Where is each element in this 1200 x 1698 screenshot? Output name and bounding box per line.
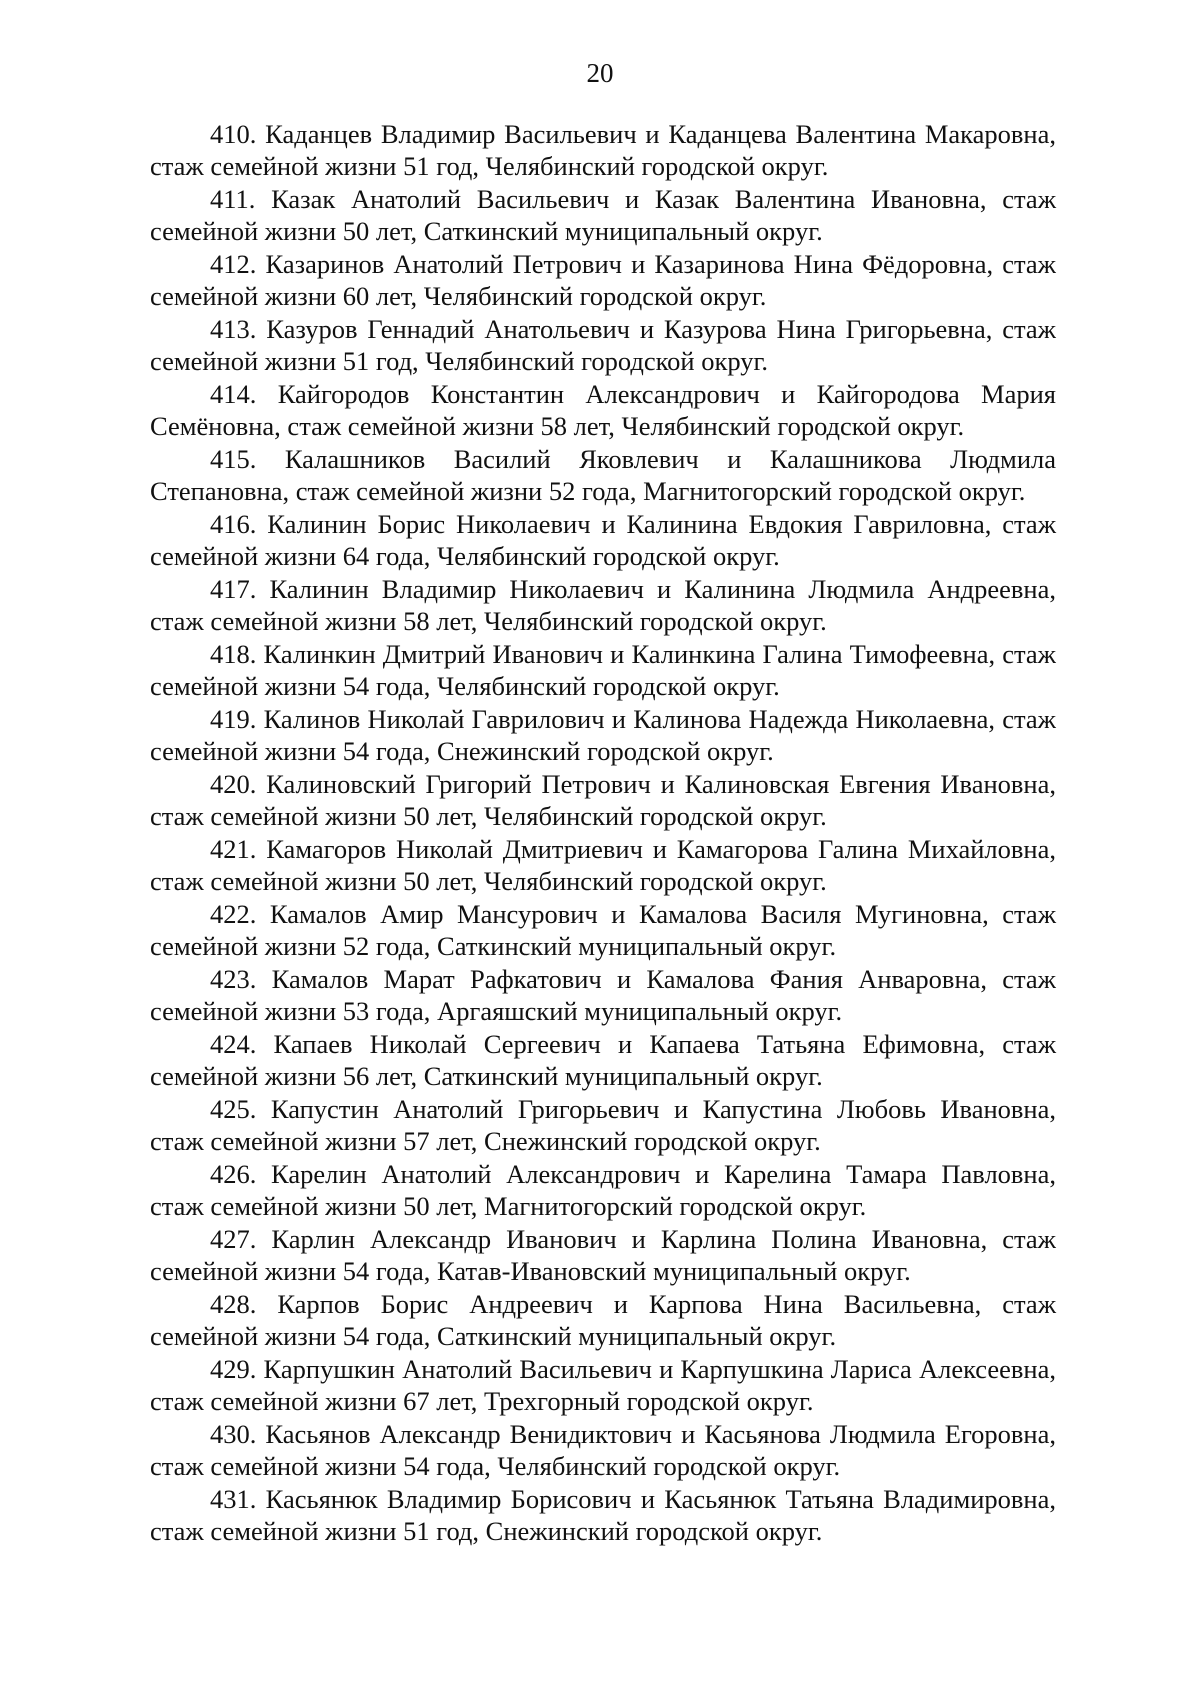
list-item: 427. Карлин Александр Иванович и Карлина Полина Ивановна, стаж семейной жизни 54 года, Катав-Ивановский муниципальный округ. <box>150 1224 1056 1286</box>
list-item: 430. Касьянов Александр Венидиктович и Касьянова Людмила Егоровна, стаж семейной жизни 54 года, Челябинский городской округ. <box>150 1419 1056 1481</box>
page-number: 20 <box>586 58 614 88</box>
list-item: 417. Калинин Владимир Николаевич и Калинина Людмила Андреевна, стаж семейной жизни 58 лет, Челябинский городской округ. <box>150 574 1056 636</box>
list-item: 418. Калинкин Дмитрий Иванович и Калинкина Галина Тимофеевна, стаж семейной жизни 54 года, Челябинский городской округ. <box>150 639 1056 701</box>
list-item: 425. Капустин Анатолий Григорьевич и Капустина Любовь Ивановна, стаж семейной жизни 57 лет, Снежинский городской округ. <box>150 1094 1056 1156</box>
list-item: 428. Карпов Борис Андреевич и Карпова Нина Васильевна, стаж семейной жизни 54 года, Саткинский муниципальный округ. <box>150 1289 1056 1351</box>
list-item: 431. Касьянюк Владимир Борисович и Касьянюк Татьяна Владимировна, стаж семейной жизни 51 год, Снежинский городской округ. <box>150 1484 1056 1546</box>
list-item: 413. Казуров Геннадий Анатольевич и Казурова Нина Григорьевна, стаж семейной жизни 51 год, Челябинский городской округ. <box>150 314 1056 376</box>
list-item: 410. Каданцев Владимир Васильевич и Каданцева Валентина Макаровна, стаж семейной жизни 51 год, Челябинский городской округ. <box>150 119 1056 181</box>
list-item: 419. Калинов Николай Гаврилович и Калинова Надежда Николаевна, стаж семейной жизни 54 года, Снежинский городской округ. <box>150 704 1056 766</box>
list-item: 415. Калашников Василий Яковлевич и Калашникова Людмила Степановна, стаж семейной жизни 52 года, Магнитогорский городской округ. <box>150 444 1056 506</box>
list-item: 411. Казак Анатолий Васильевич и Казак Валентина Ивановна, стаж семейной жизни 50 лет, Саткинский муниципальный округ. <box>150 184 1056 246</box>
list-item: 420. Калиновский Григорий Петрович и Калиновская Евгения Ивановна, стаж семейной жизни 50 лет, Челябинский городской округ. <box>150 769 1056 831</box>
list-item: 421. Камагоров Николай Дмитриевич и Камагорова Галина Михайловна, стаж семейной жизни 50 лет, Челябинский городской округ. <box>150 834 1056 896</box>
list-item: 426. Карелин Анатолий Александрович и Карелина Тамара Павловна, стаж семейной жизни 50 лет, Магнитогорский городской округ. <box>150 1159 1056 1221</box>
list-item: 414. Кайгородов Константин Александрович и Кайгородова Мария Семёновна, стаж семейной жизни 58 лет, Челябинский городской округ. <box>150 379 1056 441</box>
entry-list <box>150 118 1056 1548</box>
list-item: 416. Калинин Борис Николаевич и Калинина Евдокия Гавриловна, стаж семейной жизни 64 года, Челябинский городской округ. <box>150 509 1056 571</box>
list-item: 412. Казаринов Анатолий Петрович и Казаринова Нина Фёдоровна, стаж семейной жизни 60 лет, Челябинский городской округ. <box>150 249 1056 311</box>
list-item: 423. Камалов Марат Рафкатович и Камалова Фания Анваровна, стаж семейной жизни 53 года, Аргаяшский муниципальный округ. <box>150 964 1056 1026</box>
list-item: 429. Карпушкин Анатолий Васильевич и Карпушкина Лариса Алексеевна, стаж семейной жизни 67 лет, Трехгорный городской округ. <box>150 1354 1056 1416</box>
list-item: 422. Камалов Амир Мансурович и Камалова Василя Мугиновна, стаж семейной жизни 52 года, Саткинский муниципальный округ. <box>150 899 1056 961</box>
list-item: 424. Капаев Николай Сергеевич и Капаева Татьяна Ефимовна, стаж семейной жизни 56 лет, Саткинский муниципальный округ. <box>150 1029 1056 1091</box>
